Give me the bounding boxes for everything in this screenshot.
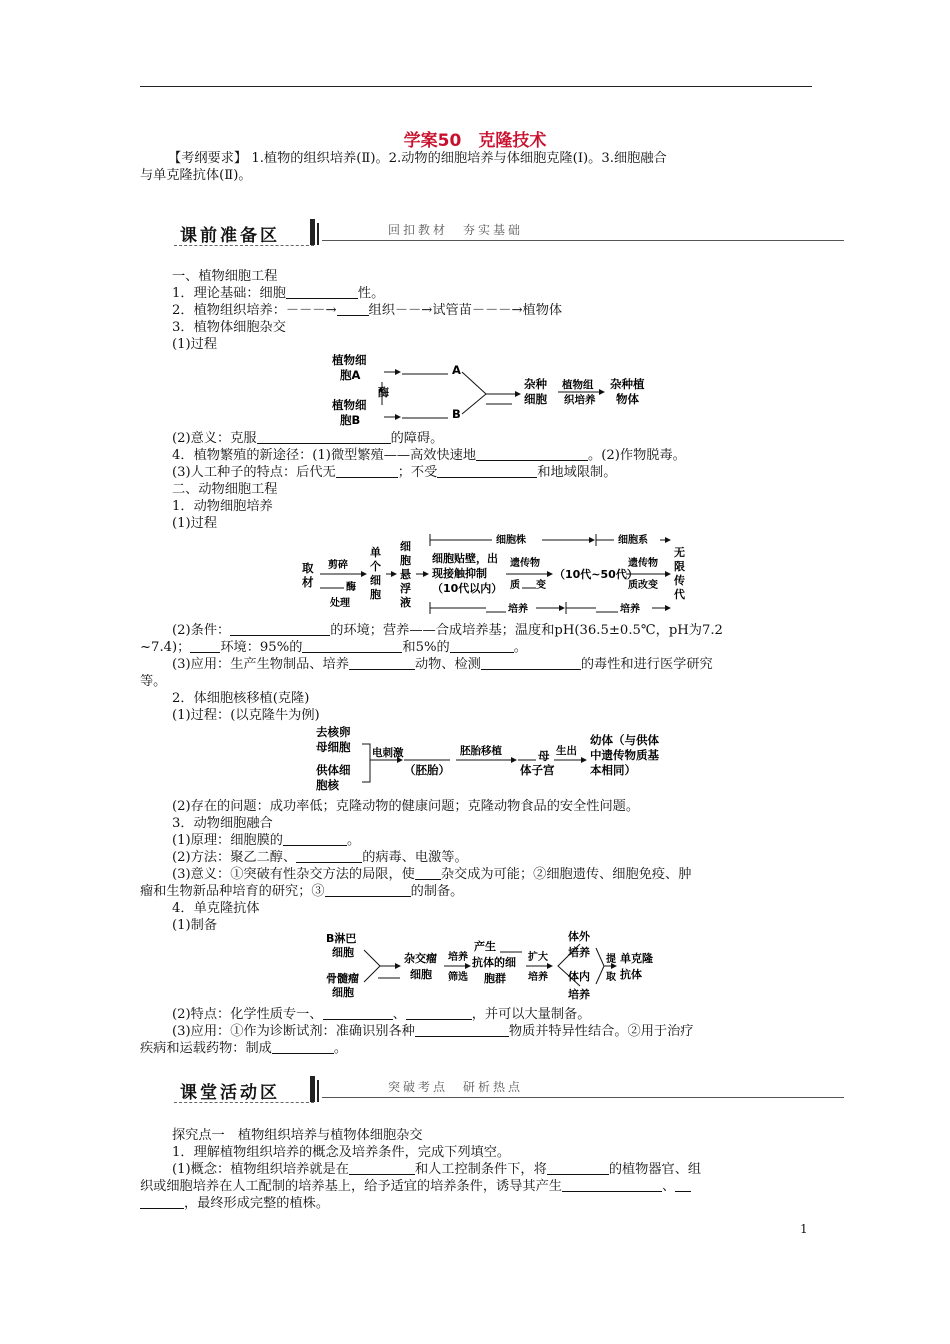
text: (3)意义：①突破有性杂交方法的局限，使 [172,867,415,882]
label-genetic-change-2: 质改变 [628,580,658,591]
text: 。(2)作物脱毒。 [588,448,686,463]
label-cell-b-1: 植物细 [332,398,367,412]
s2-applications-2: 等。 [140,674,167,689]
text: 、 [392,1007,406,1022]
label-enucleated-2: 母细胞 [316,740,351,754]
label-adherence-1: 细胞贴壁，出 [432,552,498,565]
merge-lines [462,372,486,414]
label-antibody-cells-1: 产生 [474,940,496,953]
char: 浮 [400,582,411,595]
label-donor-2: 胞核 [316,778,339,792]
label-cell-a-1: 植物细 [332,353,367,367]
fill-blank[interactable] [336,464,398,478]
label-in-vivo-1: 体内 [568,970,590,983]
char: 单 [370,546,381,559]
text: 的制备。 [410,884,464,899]
text: 织或细胞培养在人工配制的培养基上，给予适宜的培养条件，诱导其产生 [140,1179,562,1194]
text: (3)应用：①作为诊断试剂：准确识别各种 [172,1024,415,1039]
fill-blank[interactable] [437,464,537,478]
label-born: 生出 [556,745,577,757]
label-myeloma-2: 细胞 [332,986,354,999]
label-adherence-2: 现接触抑制 [432,567,487,580]
arrow: －－－→ [471,303,523,318]
bracket [362,744,370,782]
header-rule [140,86,812,87]
text: ~7.4)； [140,640,191,655]
s3-line1: 1．理解植物组织培养的概念及培养条件，完成下列填空。 [172,1145,511,1160]
fill-blank[interactable] [349,1161,415,1175]
banner-dotted-rule [174,1102,314,1103]
label-hybrid-1: 杂种 [524,377,547,391]
s2-heading: 二、动物细胞工程 [172,482,278,497]
s2-line1: 1．动物细胞培养 [172,499,273,514]
text: ；不受 [397,465,438,480]
arrow: －－→ [394,303,433,318]
char: 无 [674,546,685,559]
label-culture: 培养 [448,952,468,963]
label-a: A [452,363,461,377]
fill-blank[interactable] [140,1195,184,1209]
label-genetic-2: 质 [510,580,520,591]
arrow: －－－→ [285,303,337,318]
banner-label: 课前准备区 [180,226,280,246]
section-banner-class [174,1076,844,1106]
label-hybrid-plant-1: 杂种植 [610,377,645,391]
s1-line2 [172,302,562,319]
fill-blank[interactable] [406,1006,472,1020]
text: 4．植物繁殖的新途径：(1)微型繁殖——高效快速地 [172,448,477,463]
text: 瘤和生物新品种培育的研究；③ [140,884,325,899]
label-mince: 剪碎 [328,560,348,571]
text: 环境：95%的 [220,640,303,655]
s1-heading: 一、植物细胞工程 [172,269,278,284]
text: 1．理论基础：细胞 [172,286,286,301]
label-culture-1: 培养 [508,604,528,615]
section-banner-prep [174,219,844,249]
banner-bar-thin [317,223,319,245]
s3-line2 [172,1161,701,1178]
fill-blank[interactable] [257,430,391,444]
s1-significance [172,430,443,447]
label-genetic-3: 变 [536,580,546,591]
label-hybridoma-1: 杂交瘤 [404,952,437,965]
banner-label: 课堂活动区 [180,1083,280,1103]
text: (2)特点：化学性质专一、 [172,1007,323,1022]
requirements-line1 [168,150,667,167]
label-mab-1: 单克隆 [620,952,653,965]
label-tissue-culture-2: 织培养 [564,394,596,406]
label-treatment: 处理 [330,598,350,609]
s3-line3 [140,1178,691,1195]
text: 。 [513,640,527,655]
label-embryo-transfer: 胚胎移植 [460,745,502,757]
label-b: B [452,407,461,421]
label-extract-2: 取 [606,972,616,983]
char: 胞 [400,554,411,567]
page-title: 学案50 克隆技术 [403,131,547,151]
text: 和人工控制条件下，将 [414,1162,547,1177]
label-b-lymphocyte-2: 细胞 [332,946,354,959]
text: 和5%的 [402,640,450,655]
label-offspring-3: 本相同） [590,763,636,777]
text: 2．植物组织培养： [172,303,286,318]
fill-blank[interactable] [283,832,347,846]
s2-conditions-2 [140,639,527,656]
label-extract-1: 提 [606,954,616,965]
text: (2)条件： [172,623,231,638]
banner-subtitle: 回扣教材 夯实基础 [388,223,524,237]
label-hybridoma-2: 细胞 [410,968,432,981]
fill-blank[interactable] [230,622,330,636]
s2-fusion-method [172,849,468,866]
text: 的植物器官、组 [608,1162,702,1177]
requirements-text: 1.植物的组织培养(Ⅱ)。2.动物的细胞培养与体细胞克隆(Ⅰ)。3.细胞融合 [251,151,667,166]
text: 。 [347,833,361,848]
s2-mab-applications [172,1023,694,1040]
label-enucleated-1: 去核卵 [316,725,351,739]
label-offspring-2: 中遗传物质基 [590,748,659,762]
label-in-vitro-2: 培养 [568,946,590,959]
text: 组织 [368,303,395,318]
fill-blank[interactable] [323,1006,393,1020]
text: 物质并特异性结合。②用于治疗 [508,1024,694,1039]
text: (3)应用：生产生物制品、培养 [172,657,349,672]
s1-process-label: (1)过程 [172,337,218,352]
label-genetic-1: 遗传物 [510,558,540,569]
s2-fusion-significance [172,866,691,883]
s2-line2-process: (1)过程：(以克隆牛为例) [172,708,320,723]
text: 疾病和运载药物：制成 [140,1041,272,1056]
label-mab-2: 抗体 [620,968,642,981]
text: 动物、检测 [414,657,481,672]
text: 性。 [357,286,385,301]
text: 试管苗 [432,303,472,318]
fill-blank[interactable] [349,656,415,670]
text: 的毒性和进行医学研究 [580,657,713,672]
char: 传 [674,574,685,587]
label-offspring-1: 幼体（与供体 [590,733,659,747]
banner-dotted-rule [174,245,314,246]
char: 代 [674,588,685,601]
text: 杂交成为可能；②细胞遗传、细胞免疫、肿 [440,867,692,882]
char: 细 [400,540,411,553]
label-hybrid-plant-2: 物体 [616,392,639,406]
fill-blank[interactable] [481,656,581,670]
s2-fusion-principle [172,832,360,849]
char: 液 [400,596,411,609]
label-antibody-cells-2: 抗体的细 [472,956,516,969]
s2-line4-prep: (1)制备 [172,918,218,933]
label-take: 取 [302,561,314,575]
label-enzyme: 酶 [346,582,356,593]
fill-blank[interactable] [190,639,220,653]
s2-mab-applications-2 [140,1040,347,1057]
fill-blank[interactable] [562,1178,662,1192]
label-antibody-cells-3: 胞群 [484,972,506,985]
fill-blank[interactable] [476,447,588,461]
requirements-tag: 【考纲要求】 [168,151,248,166]
banner-subtitle: 突破考点 研析热点 [388,1080,524,1094]
text: 植物体 [522,303,563,318]
label-cell-a-2: 胞A [340,368,361,382]
text: 的环境；营养——合成培养基；温度和pH(36.5±0.5℃，pH为7.2 [330,623,723,638]
diagram-monoclonal-antibody [324,928,694,1006]
text: 、 [662,1179,676,1194]
s3-heading: 探究点一 植物组织培养与植物体细胞杂交 [172,1128,423,1143]
label-b-lymphocyte-1: B淋巴 [326,932,357,945]
text: ，并可以大量制备。 [471,1007,591,1022]
merge-lines [364,950,380,982]
label-cell-strain: 细胞株 [496,535,526,546]
fill-blank[interactable] [547,1161,609,1175]
label-donor-1: 供体细 [316,763,351,777]
requirements-line2: 与单克隆抗体(Ⅱ)。 [140,168,252,183]
text: (2)方法：聚乙二醇、 [172,850,297,865]
s2-conditions [172,622,723,639]
label-expand: 扩大 [528,952,548,963]
s2-mab-features [172,1006,590,1023]
s1-line4 [172,447,686,464]
fill-blank[interactable] [296,849,362,863]
banner-bar-thin [317,1080,319,1102]
label-electric-stimulation: 电刺激 [372,747,404,759]
char: 细 [370,574,381,587]
text: (2)意义：克服 [172,431,257,446]
s1-line1 [172,285,384,302]
s3-line4 [140,1195,329,1212]
s2-applications [172,656,713,673]
banner-rule [322,240,844,241]
fill-blank[interactable] [272,1040,334,1054]
s2-process-label: (1)过程 [172,516,218,531]
label-in-vivo-2: 培养 [568,988,590,1001]
label-expand-culture: 培养 [528,972,548,983]
diagram-nuclear-transfer [310,722,690,798]
label-enzyme: 酶 [378,386,389,399]
label-myeloma-1: 骨髓瘤 [326,972,359,985]
label-embryo: （胚胎） [404,763,450,777]
label-single-cell [370,545,381,601]
char: 个 [370,560,381,573]
char: 限 [674,560,685,573]
label-in-vitro-1: 体外 [568,930,590,943]
s2-fusion-significance-2 [140,883,463,900]
diagram-somatic-hybridization [326,350,686,430]
banner-bar [310,219,315,245]
fill-blank[interactable] [415,1023,509,1037]
text: ，最终形成完整的植株。 [184,1196,330,1211]
text: 的障碍。 [390,431,444,446]
fill-blank[interactable] [415,866,441,880]
fill-blank[interactable] [450,639,514,653]
text: (1)概念：植物组织培养就是在 [172,1162,349,1177]
fill-blank[interactable] [302,639,402,653]
text: 和地域限制。 [537,465,617,480]
page-number: 1 [800,1222,808,1236]
diagram-animal-cell-culture [296,530,696,622]
label-uterus: 体子宫 [520,763,555,777]
s2-line4: 4．单克隆抗体 [172,901,260,916]
text: 。 [333,1041,348,1056]
label-adherence-3: （10代以内） [432,582,503,595]
s2-problems: (2)存在的问题：成功率低；克隆动物的健康问题；克隆动物食品的安全性问题。 [172,799,640,814]
label-genetic-change-1: 遗传物 [628,558,658,569]
label-mother: 母 [538,749,550,763]
label-cell-line: 细胞系 [618,535,648,546]
text: (3)人工种子的特点：后代无 [172,465,336,480]
label-material: 材 [302,575,314,589]
label-unlimited-passage [673,545,686,601]
s1-line4-seeds [172,464,616,481]
banner-bar [310,1076,315,1102]
label-cell-b-2: 胞B [340,413,361,427]
label-hybrid-2: 细胞 [524,392,547,406]
fill-blank[interactable] [325,883,411,897]
text: (1)原理：细胞膜的 [172,833,283,848]
char: 胞 [370,588,381,601]
banner-rule [322,1097,844,1098]
label-cell-suspension [400,539,412,609]
label-generations: （10代~50代） [554,568,638,581]
label-culture-2: 培养 [620,604,640,615]
label-tissue-culture-1: 植物组 [562,379,594,391]
join-lines [596,948,604,984]
s1-line3: 3．植物体细胞杂交 [172,320,286,335]
text: 的病毒、电激等。 [362,850,468,865]
s2-line3: 3．动物细胞融合 [172,816,273,831]
fill-blank[interactable] [675,1178,691,1192]
s2-line2: 2．体细胞核移植(克隆) [172,691,310,706]
char: 悬 [400,568,411,581]
label-screening: 筛选 [448,972,468,983]
fill-blank[interactable] [337,302,369,316]
fill-blank[interactable] [286,285,358,299]
